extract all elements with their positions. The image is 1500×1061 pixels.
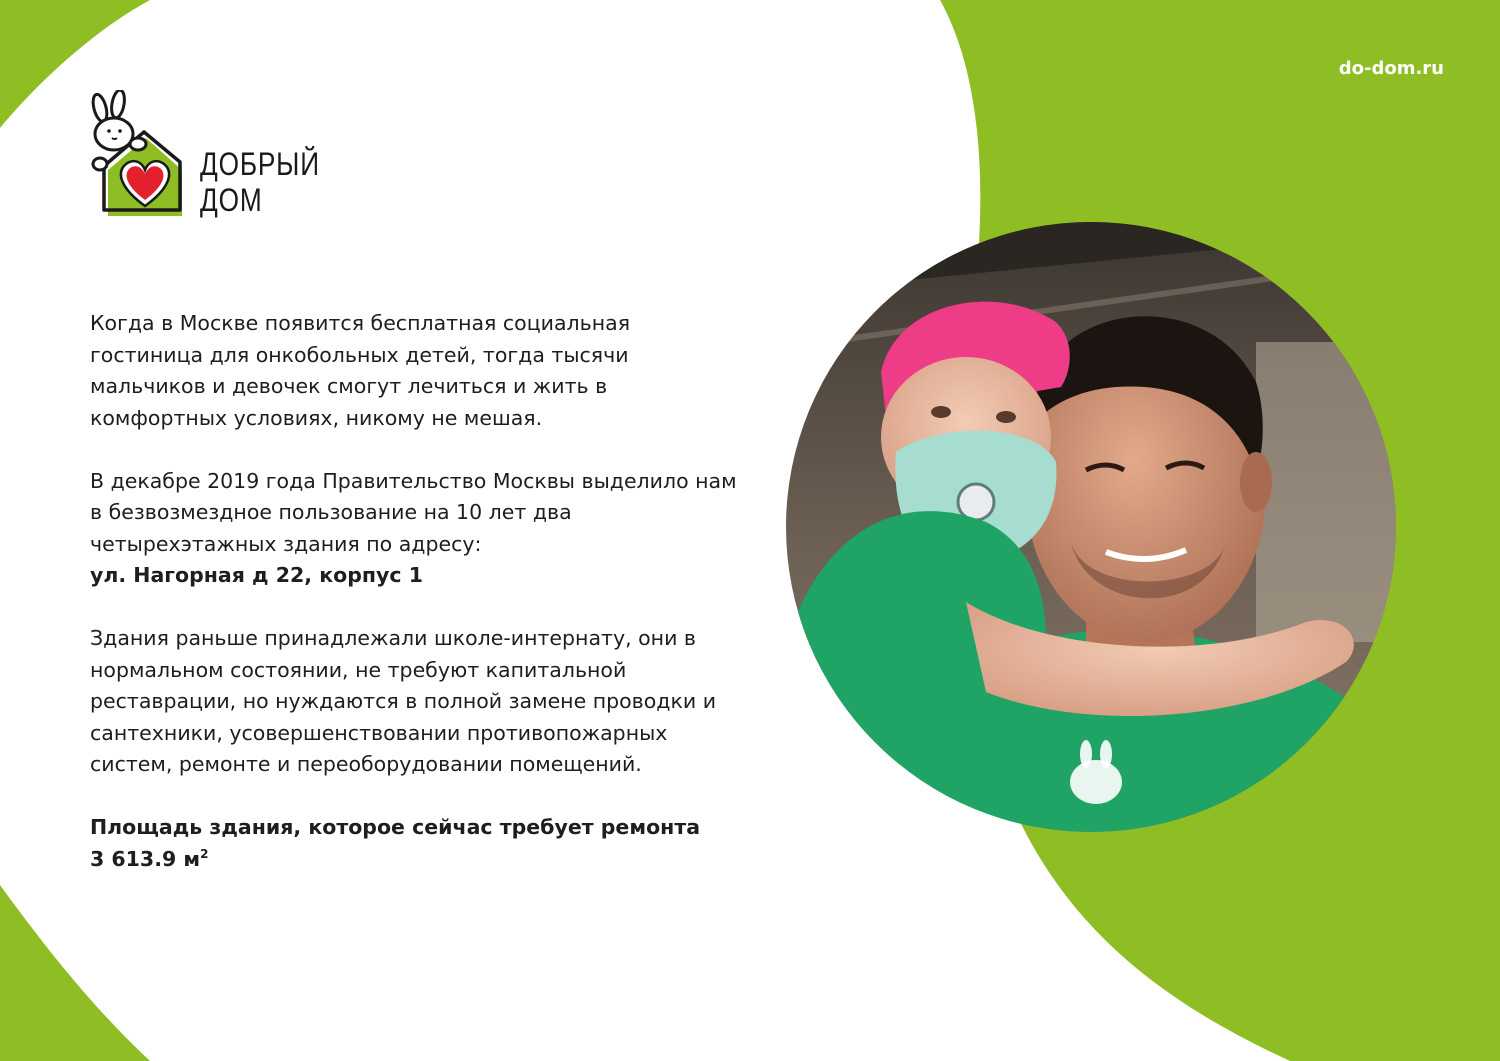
text-line: В декабре 2019 года Правительство Москвы выделило нам — [90, 468, 737, 493]
photo-father-and-child — [786, 222, 1396, 832]
logo — [88, 90, 328, 230]
text-line: сантехники, усовершенствовании противопожарных — [90, 720, 668, 745]
logo-text — [200, 146, 320, 218]
logo-line-2: ДОМ — [200, 182, 263, 218]
paragraph-hotel — [90, 308, 760, 434]
area-block — [90, 812, 760, 875]
text-line: Здания раньше принадлежали школе-интернату, они в — [90, 626, 696, 650]
paragraph-buildings — [90, 623, 760, 781]
area-value-line — [90, 844, 760, 876]
text-line: нормальном состоянии, не требуют капитальной — [90, 657, 627, 682]
main-text — [90, 308, 760, 907]
paragraph-government — [90, 466, 760, 592]
text-line: четырехэтажных здания по адресу: — [90, 531, 482, 556]
text-line: систем, ремонте и переоборудовании помещений. — [90, 752, 642, 776]
area-value: 3 613.9 м — [90, 846, 201, 871]
address: ул. Нагорная д 22, корпус 1 — [90, 563, 423, 587]
text-line: гостиница для онкобольных детей, тогда тысячи — [90, 342, 629, 367]
text-line: в безвозмездное пользование на 10 лет два — [90, 500, 572, 524]
text-line: реставрации, но нуждаются в полной замене проводки и — [90, 689, 717, 713]
green-bottom-left-corner — [0, 885, 150, 1061]
area-unit-superscript: 2 — [200, 846, 209, 861]
site-url[interactable]: do-dom.ru — [1338, 58, 1444, 79]
bunny-house-heart-icon — [88, 90, 198, 230]
text-line: мальчиков и девочек смогут лечиться и жить в — [90, 374, 608, 398]
text-line: комфортных условиях, никому не мешая. — [90, 405, 543, 430]
logo-line-1: ДОБРЫЙ — [200, 146, 320, 182]
text-line: Когда в Москве появится бесплатная социальная — [90, 311, 631, 335]
area-label: Площадь здания, которое сейчас требует ремонта — [90, 815, 701, 839]
